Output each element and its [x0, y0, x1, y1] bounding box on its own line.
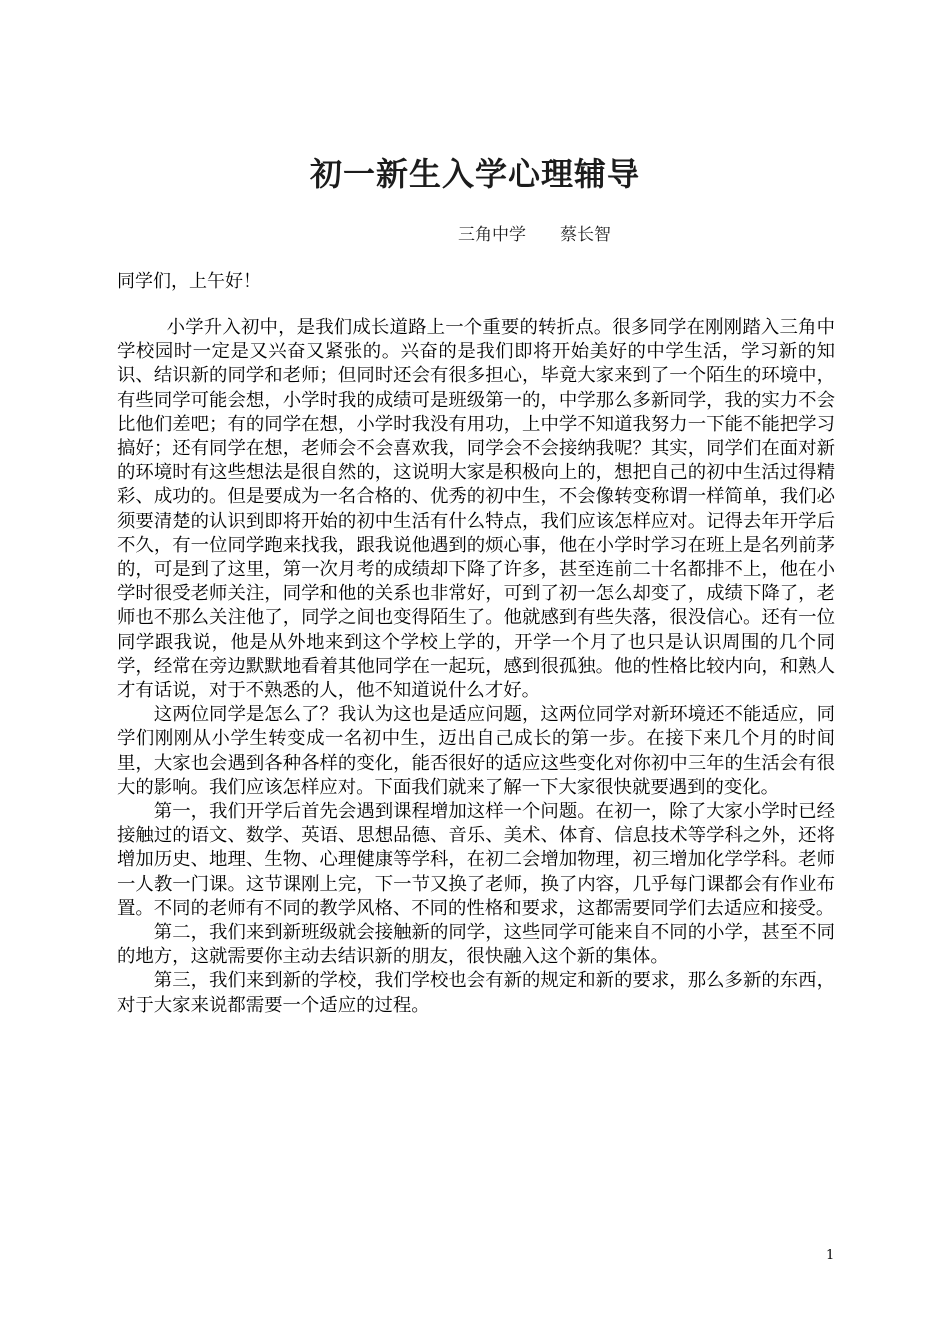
greeting-line: 同学们，上午好！ [117, 271, 261, 292]
document-title: 初一新生入学心理辅导 [309, 155, 640, 193]
paragraph-first-change: 第一，我们开学后首先会遇到课程增加这样一个问题。在初一，除了大家小学时已经接触过的语文、数学、英语、思想品德、音乐、美术、体育、信息技术等学科之外，还将增加历史、地理、生物、心理健康等学科，在初二会增加物理，初三增加化学学科。老师一人教一门课。这节课刚上完，下一节又换了老师，换了内容，几乎每门课都会有作业布置。不同的老师有不同的教学风格、不同的性格和要求，这都需要同学们去适应和接受。 [117, 801, 835, 919]
author-byline: 三角中学 蔡长智 [458, 225, 611, 245]
paragraph-third-change: 第三，我们来到新的学校，我们学校也会有新的规定和新的要求，那么多新的东西，对于大家来说都需要一个适应的过程。 [117, 970, 835, 1016]
paragraph-second-change: 第二，我们来到新班级就会接触新的同学，这些同学可能来自不同的小学，甚至不同的地方，这就需要你主动去结识新的朋友，很快融入这个新的集体。 [117, 922, 835, 968]
paragraph-adaptation: 这两位同学是怎么了？我认为这也是适应问题，这两位同学对新环境还不能适应，同学们刚刚从小学生转变成一名初中生，迈出自己成长的第一步。在接下来几个月的时间里，大家也会遇到各种各样的变化，能否很好的适应这些变化对你初中三年的生活会有很大的影响。我们应该怎样应对。下面我们就来了解一下大家很快就要遇到的变化。 [117, 704, 835, 798]
paragraph-intro: 小学升入初中，是我们成长道路上一个重要的转折点。很多同学在刚刚踏入三角中学校园时一定是又兴奋又紧张的。兴奋的是我们即将开始美好的中学生活，学习新的知识、结识新的同学和老师；但同时还会有很多担心，毕竟大家来到了一个陌生的环境中，有些同学可能会想，小学时我的成绩可是班级第一的，中学那么多新同学，我的实力不会比他们差吧；有的同学在想，小学时我没有用功，上中学不知道我努力一下能不能把学习搞好；还有同学在想，老师会不会喜欢我，同学会不会接纳我呢？其实，同学们在面对新的环境时有这些想法是很自然的，这说明大家是积极向上的，想把自己的初中生活过得精彩、成功的。但是要成为一名合格的、优秀的初中生，不会像转变称谓一样简单，我们必须要清楚的认识到即将开始的初中生活有什么特点，我们应该怎样应对。记得去年开学后不久，有一位同学跑来找我，跟我说他遇到的烦心事，他在小学时学习在班上是名列前茅的，可是到了这里，第一次月考的成绩却下降了许多，甚至连前二十名都排不上，他在小学时很受老师关注，同学和他的关系也非常好，可到了初一怎么却变了，成绩下降了，老师也不那么关注他了，同学之间也变得陌生了。他就感到有些失落，很没信心。还有一位同学跟我说，他是从外地来到这个学校上学的，开学一个月了也只是认识周围的几个同学，经常在旁边默默地看着其他同学在一起玩，感到很孤独。他的性格比较内向，和熟人才有话说，对于不熟悉的人，他不知道说什么才好。 [117, 317, 835, 702]
document-body [117, 316, 835, 1018]
page-number: 1 [826, 1248, 835, 1263]
